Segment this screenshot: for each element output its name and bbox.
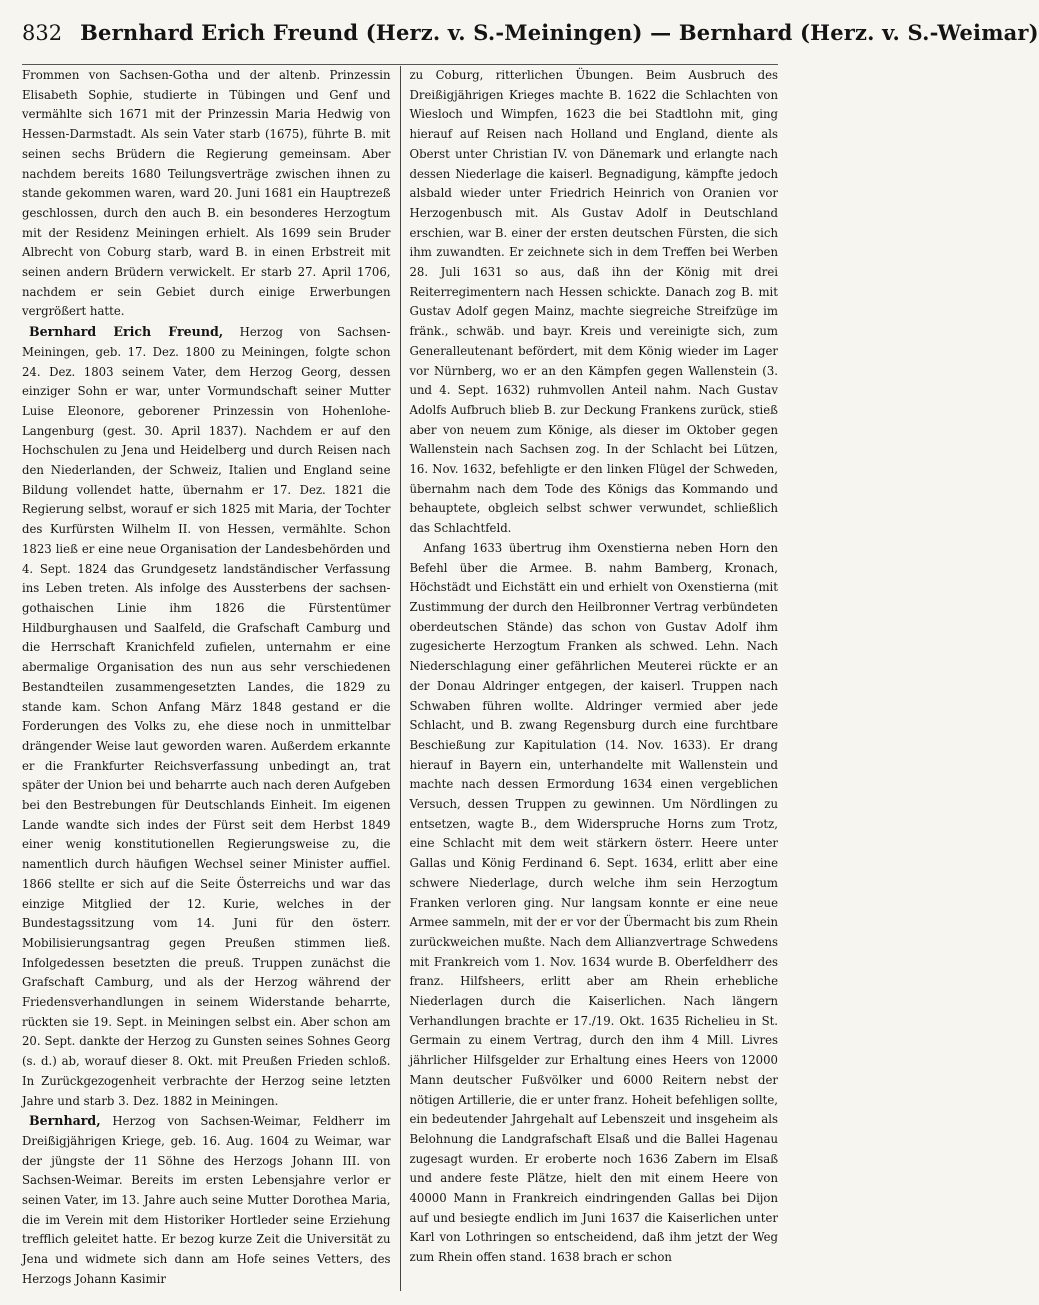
running-header <box>22 20 1039 65</box>
entry-headword: Bernhard Erich Freund, <box>29 324 224 340</box>
entry-bernhard-erich-freund <box>22 322 391 1111</box>
left-column <box>22 66 391 1291</box>
right-column <box>410 66 779 1291</box>
entry-body: Herzog von Sachsen-Weimar, Feldherr im Dreißigjährigen Kriege, geb. 16. Aug. 1604 zu Weimar, war der jüngste der 11 Söhne des Herzogs Johann III. von Sachsen-Weimar. Bereits im ersten Lebensjahre verlor er seinen Vater, im 13. Jahre auch seine Mutter Dorothea Maria, die im Verein mit dem Historiker Hortleder seine Erziehung trefflich geleitet hatte. Er bezog kurze Zeit die Universität zu Jena und widmete sich dann am Hofe seines Vetters, des Herzogs Johann Kasimir <box>22 1114 391 1286</box>
text-columns <box>22 66 778 1291</box>
running-title: Bernhard Erich Freund (Herz. v. S.-Meiningen) — Bernhard (Herz. v. S.-Weimar) <box>80 20 1039 45</box>
page-number: 832 <box>22 21 63 45</box>
entry-bernhard-weimar <box>22 1111 391 1289</box>
entry-body: Herzog von Sachsen-Meiningen, geb. 17. Dez. 1800 zu Meiningen, folgte schon 24. Dez. 1803 seinem Vater, dem Herzog Georg, dessen einziger Sohn er war, unter Vormundschaft seiner Mutter Luise Eleonore, geborener Prinzessin von Hohenlohe-Langenburg (gest. 30. April 1837). Nachdem er auf den Hochschulen zu Jena und Heidelberg und durch Reisen nach den Niederlanden, der Schweiz, Italien und England seine Bildung vollendet hatte, übernahm er 17. Dez. 1821 die Regierung selbst, worauf er sich 1825 mit Maria, der Tochter des Kurfürsten Wilhelm II. von Hessen, vermählte. Schon 1823 ließ er eine neue Organisation der Landesbehörden und 4. Sept. 1824 das Grundgesetz landständischer Verfassung ins Leben treten. Als infolge des Aussterbens der sachsen-gothaischen Linie ihm 1826 die Fürstentümer Hildburghausen und Saalfeld, die Grafschaft Camburg und die Herrschaft Kranichfeld zufielen, unternahm er eine abermalige Organisation des nun aus sehr verschiedenen Bestandteilen zusammengesetzten Landes, die 1829 zu stande kam. Schon Anfang März 1848 gestand er die Forderungen des Volks zu, ehe diese noch in unmittelbar drängender Weise laut geworden waren. Außerdem erkannte er die Frankfurter Reichsverfassung unbedingt an, trat später der Union bei und beharrte auch nach deren Aufgeben bei den Bestrebungen für Deutschlands Einheit. Im eigenen Lande wandte sich indes der Fürst seit dem Herbst 1849 einer wenig konstitutionellen Regierungsweise zu, die namentlich durch häufigen Wechsel seiner Minister auffiel. 1866 stellte er sich auf die Seite Österreichs und war das einzige Mitglied der 12. Kurie, welches in der Bundestagssitzung vom 14. Juni für den österr. Mobilisierungsantrag gegen Preußen stimmen ließ. Infolgedessen besetzten die preuß. Truppen zunächst die Grafschaft Camburg, und als der Herzog während der Friedensverhandlungen in seinem Widerstande beharrte, rückten sie 19. Sept. in Meiningen selbst ein. Aber schon am 20. Sept. dankte der Herzog zu Gunsten seines Sohnes Georg (s. d.) ab, worauf dieser 8. Okt. mit Preußen Frieden schloß. In Zurückgezogenheit verbrachte der Herzog seine letzten Jahre und starb 3. Dez. 1882 in Meiningen. <box>22 325 391 1108</box>
entry-headword: Bernhard, <box>29 1113 101 1129</box>
paragraph: Frommen von Sachsen-Gotha und der altenb. Prinzessin Elisabeth Sophie, studierte in Tübingen und Genf und vermählte sich 1671 mit der Prinzessin Maria Hedwig von Hessen-Darmstadt. Als sein Vater starb (1675), führte B. mit seinen sechs Brüdern die Regierung gemeinsam. Aber nachdem bereits 1680 Teilungsverträge zwischen ihnen zu stande gekommen waren, ward 20. Juni 1681 ein Hauptrezeß geschlossen, durch den auch B. ein besonderes Herzogtum mit der Residenz Meiningen erhielt. Als 1699 sein Bruder Albrecht von Coburg starb, ward B. in einen Erbstreit mit seinen andern Brüdern verwickelt. Er starb 27. April 1706, nachdem er sein Gebiet durch einige Erwerbungen vergrößert hatte. <box>22 68 391 319</box>
column-divider <box>400 66 401 1291</box>
paragraph: zu Coburg, ritterlichen Übungen. Beim Ausbruch des Dreißigjährigen Krieges machte B. 1622 die Schlachten von Wiesloch und Wimpfen, 1623 die bei Stadtlohn mit, ging hierauf auf Reisen nach Holland und England, diente als Oberst unter Christian IV. von Dänemark und erlangte nach dessen Niederlage die kaiserl. Begnadigung, kämpfte jedoch alsbald wieder unter Friedrich Heinrich von Oranien vor Herzogenbusch mit. Als Gustav Adolf in Deutschland erschien, war B. einer der ersten deutschen Fürsten, die sich ihm zuwandten. Er zeichnete sich in dem Treffen bei Werben 28. Juli 1631 so aus, daß ihn der König mit drei Reiterregimentern nach Hessen schickte. Danach zog B. mit Gustav Adolf gegen Mainz, machte siegreiche Streifzüge im fränk., schwäb. und bayr. Kreis und vereinigte sich, zum Generalleutenant befördert, mit dem König wieder im Lager vor Nürnberg, wo er an den Kämpfen gegen Wallenstein (3. und 4. Sept. 1632) ruhmvollen Anteil nahm. Nach Gustav Adolfs Aufbruch blieb B. zur Deckung Frankens zurück, stieß aber von neuem zum Könige, als dieser im Oktober gegen Wallenstein nach Sachsen zog. In der Schlacht bei Lützen, 16. Nov. 1632, befehligte er den linken Flügel der Schweden, übernahm nach dem Tode des Königs das Kommando und behauptete, obgleich selbst schwer verwundet, schließlich das Schlachtfeld. <box>409 68 778 536</box>
paragraph: Anfang 1633 übertrug ihm Oxenstierna neben Horn den Befehl über die Armee. B. nahm Bamberg, Kronach, Höchstädt und Eichstätt ein und erhielt von Oxenstierna (mit Zustimmung der durch den Heilbronner Vertrag verbündeten oberdeutschen Stände) das schon von Gustav Adolf ihm zugesicherte Herzogtum Franken als schwed. Lehn. Nach Niederschlagung einer gefährlichen Meuterei rückte er an der Donau Aldringer entgegen, der kaiserl. Truppen nach Schwaben führen wollte. Aldringer vermied aber jede Schlacht, und B. zwang Regensburg durch eine furchtbare Beschießung zur Kapitulation (14. Nov. 1633). Er drang hierauf in Bayern ein, unterhandelte mit Wallenstein und machte nach dessen Ermordung 1634 einen vergeblichen Versuch, dessen Truppen zu gewinnen. Um Nördlingen zu entsetzen, wagte B., dem Widerspruche Horns zum Trotz, eine Schlacht mit dem weit stärkern österr. Heere unter Gallas und König Ferdinand 6. Sept. 1634, erlitt aber eine schwere Niederlage, durch welche ihm sein Herzogtum Franken verloren ging. Nur langsam konnte er eine neue Armee sammeln, mit der er vor der Übermacht bis zum Rhein zurückweichen mußte. Nach dem Allianzvertrage Schwedens mit Frankreich vom 1. Nov. 1634 wurde B. Oberfeldherr des franz. Hilfsheers, erlitt aber am Rhein erhebliche Niederlagen durch die Kaiserlichen. Nach längern Verhandlungen brachte er 17./19. Okt. 1635 Richelieu in St. Germain zu einem Vertrag, durch den ihm 4 Mill. Livres jährlicher Hilfsgelder zur Erhaltung eines Heers von 12000 Mann deutscher Fußvölker und 6000 Reitern nebst der nötigen Artillerie, die er unter franz. Hoheit befehligen sollte, ein bedeutender Jahrgehalt auf Lebenszeit und insgeheim als Belohnung die Landgrafschaft Elsaß und die Ballei Hagenau zugesagt wurden. Er eroberte noch 1636 Zabern im Elsaß und andere feste Plätze, hielt den mit einem Heere von 40000 Mann in Frankreich eindringenden Gallas bei Dijon auf und besiegte endlich im Juni 1637 die Kaiserlichen unter Karl von Lothringen so entscheidend, daß ihm jetzt der Weg zum Rhein offen stand. 1638 brach er schon <box>409 540 778 1265</box>
